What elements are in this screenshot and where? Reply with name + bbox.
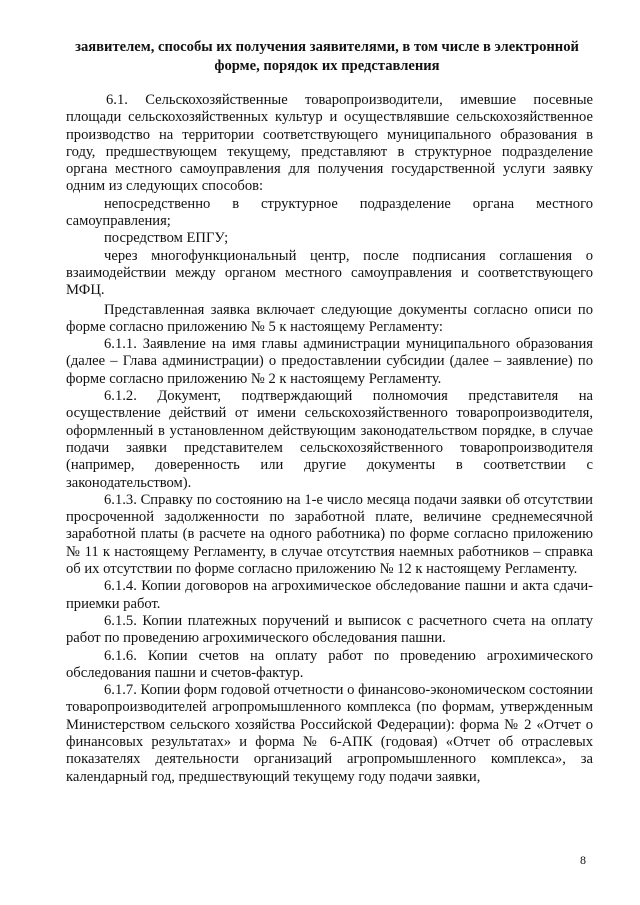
paragraph-6-1-4: 6.1.4. Копии договоров на агрохимическое обследование пашни и акта сдачи-приемки работ. bbox=[66, 578, 593, 612]
document-body bbox=[66, 92, 593, 786]
paragraph-6-1-5: 6.1.5. Копии платежных поручений и выписок с расчетного счета на оплату работ по проведению агрохимического обследования пашни. bbox=[66, 612, 593, 647]
section-heading: заявителем, способы их получения заявителями, в том числе в электронной форме, порядок их представления bbox=[75, 39, 579, 74]
paragraph-6-1: 6.1. Сельскохозяйственные товаропроизводители, имевшие посевные площади сельскохозяйственных культур и осуществлявшие сельскохозяйственное производство на территории соответствующего муниципального образования в году, предшествующем текущему, представляют в структурное подразделение органа местного самоуправления для получения государственной услуги заявку одним из следующих способов: bbox=[66, 92, 593, 195]
paragraph-6-1-1: 6.1.1. Заявление на имя главы администрации муниципального образования (далее – Глава администрации) о предоставлении субсидии (далее – заявление) по форме согласно приложению № 2 к настоящему Регламенту. bbox=[66, 336, 593, 387]
paragraph-6-1-7: 6.1.7. Копии форм годовой отчетности о финансово-экономическом состоянии товаропроизводителей агропромышленного комплекса (по формам, утвержденным Министерством сельского хозяйства Российской Федерации): форма № 2 «Отчет о финансовых результатах» и форма № 6-АПК (годовая) «Отчет об отраслевых показателях деятельности организаций агропромышленного комплекса», за календарный год, предшествующий текущему году подачи заявки, bbox=[66, 682, 593, 785]
paragraph-method-mfc: через многофункциональный центр, после подписания соглашения о взаимодействии между органом местного самоуправления и соответствующего МФЦ. bbox=[66, 247, 593, 299]
paragraph-method-epgu: посредством ЕПГУ; bbox=[104, 230, 229, 247]
paragraph-6-1-2: 6.1.2. Документ, подтверждающий полномочия представителя на осуществление действий от имени сельскохозяйственного товаропроизводителя, оформленный в установленном действующим законодательством порядке, в случае подачи заявки представителем сельскохозяйственного товаропроизводителя (например, доверенность или другие документы в соответствии с законодательством). bbox=[66, 388, 593, 491]
paragraph-6-1-3: 6.1.3. Справку по состоянию на 1-е число месяца подачи заявки об отсутствии просроченной задолженности по заработной плате, величине среднемесячной заработной платы (в расчете на одного работника) по форме согласно приложению № 11 к настоящему Регламенту, в случае отсутствия наемных работников – справка об их отсутствии по форме согласно приложению № 12 к настоящему Регламенту. bbox=[66, 491, 593, 578]
paragraph-documents-intro: Представленная заявка включает следующие документы согласно описи по форме согласно приложению № 5 к настоящему Регламенту: bbox=[66, 301, 593, 335]
paragraph-method-direct: непосредственно в структурное подразделение органа местного самоуправления; bbox=[66, 195, 593, 230]
page-number: 8 bbox=[580, 853, 586, 867]
paragraph-6-1-6: 6.1.6. Копии счетов на оплату работ по проведению агрохимического обследования пашни и счетов-фактур. bbox=[66, 647, 593, 681]
